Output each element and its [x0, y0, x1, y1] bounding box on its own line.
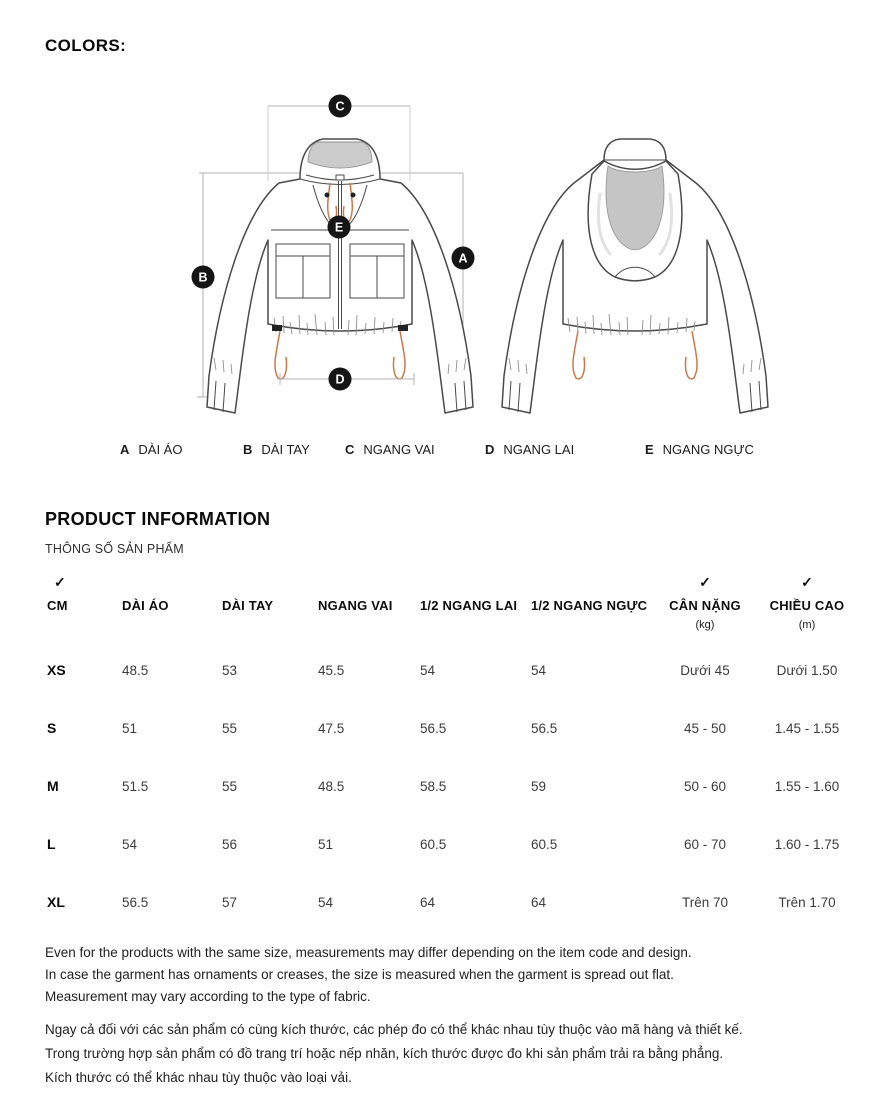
check-icon: ✓	[54, 574, 66, 590]
size-row-l	[47, 815, 859, 873]
marker-B	[192, 266, 215, 289]
value-ngang-nguc: 60.5	[531, 836, 558, 852]
value-chieu-cao: Dưới 1.50	[776, 662, 838, 678]
note-line: Measurement may vary according to the type of fabric.	[45, 989, 371, 1004]
value-dai-tay: 53	[222, 662, 238, 678]
legend-item-d	[485, 442, 574, 457]
header-ngang-vai: NGANG VAI	[318, 598, 393, 613]
product-information-subtitle: THÔNG SỐ SẢN PHẨM	[45, 542, 184, 556]
value-ngang-vai: 45.5	[318, 662, 345, 678]
value-dai-tay: 55	[222, 778, 238, 794]
value-can-nang: 50 - 60	[683, 778, 727, 794]
value-dai-tay: 55	[222, 720, 238, 736]
size-label: M	[47, 778, 59, 794]
size-row-xs	[47, 641, 859, 699]
marker-A	[452, 247, 475, 270]
legend-key: B	[243, 442, 253, 457]
legend-item-a	[120, 442, 182, 457]
jacket-back-view	[502, 139, 768, 413]
value-dai-ao: 48.5	[122, 662, 149, 678]
notes-english	[45, 942, 835, 1008]
value-dai-ao: 51.5	[122, 778, 149, 794]
value-ngang-lai: 54	[420, 662, 436, 678]
value-dai-tay: 57	[222, 894, 238, 910]
legend-label: DÀI TAY	[261, 442, 310, 457]
legend-item-e	[645, 442, 754, 457]
value-ngang-nguc: 56.5	[531, 720, 558, 736]
legend-item-b	[243, 442, 310, 457]
check-icon: ✓	[699, 574, 711, 590]
svg-text:D: D	[335, 372, 345, 387]
value-dai-tay: 56	[222, 836, 238, 852]
legend-label: DÀI ÁO	[138, 442, 183, 457]
value-can-nang: 45 - 50	[683, 720, 727, 736]
legend-key: A	[120, 442, 130, 457]
colors-heading: COLORS:	[45, 36, 127, 55]
size-row-m	[47, 757, 859, 815]
marker-D	[329, 368, 352, 391]
value-chieu-cao: 1.45 - 1.55	[774, 720, 840, 736]
value-chieu-cao: 1.55 - 1.60	[774, 778, 840, 794]
value-ngang-vai: 48.5	[318, 778, 345, 794]
size-label: S	[47, 720, 57, 736]
value-ngang-nguc: 54	[531, 662, 547, 678]
svg-text:A: A	[458, 251, 468, 266]
notes-vietnamese	[45, 1018, 835, 1090]
marker-C	[329, 95, 352, 118]
value-ngang-lai: 60.5	[420, 836, 447, 852]
value-dai-ao: 56.5	[122, 894, 149, 910]
header-cm: ✓ CM	[47, 574, 122, 635]
size-table	[47, 574, 859, 931]
back-drawstrings	[573, 331, 697, 379]
value-ngang-vai: 54	[318, 894, 334, 910]
jacket-measurement-diagram	[180, 82, 800, 430]
size-row-s	[47, 699, 859, 757]
header-ngang-nguc: 1/2 NGANG NGỰC	[531, 598, 648, 613]
svg-text:C: C	[335, 99, 345, 114]
note-line: Ngay cả đối với các sản phẩm có cùng kích thước, các phép đo có thể khác nhau tùy thuộc vào mã hàng và thiết kế.	[45, 1022, 743, 1037]
size-row-xl	[47, 873, 859, 931]
marker-E	[328, 216, 351, 239]
value-chieu-cao: Trên 1.70	[778, 894, 836, 910]
legend-item-c	[345, 442, 435, 457]
value-ngang-lai: 58.5	[420, 778, 447, 794]
note-line: Kích thước có thể khác nhau tùy thuộc vào loại vải.	[45, 1070, 352, 1085]
header-chieu-cao: ✓ CHIỀU CAO (m)	[755, 574, 859, 635]
size-label: L	[47, 836, 56, 852]
value-chieu-cao: 1.60 - 1.75	[774, 836, 840, 852]
size-label: XS	[47, 662, 66, 678]
header-dai-tay: DÀI TAY	[222, 598, 274, 613]
note-line: Trong trường hợp sản phẩm có đồ trang trí hoặc nếp nhăn, kích thước được đo khi sản phẩm trải ra bằng phẳng.	[45, 1046, 724, 1061]
legend-label: NGANG LAI	[503, 442, 575, 457]
legend-key: E	[645, 442, 654, 457]
value-ngang-lai: 64	[420, 894, 436, 910]
value-ngang-nguc: 64	[531, 894, 547, 910]
size-table-body	[47, 641, 859, 931]
size-table-header	[47, 574, 859, 635]
legend-key: C	[345, 442, 355, 457]
value-ngang-vai: 47.5	[318, 720, 345, 736]
value-can-nang: Dưới 45	[680, 662, 730, 678]
svg-text:E: E	[334, 220, 344, 235]
header-ngang-lai: 1/2 NGANG LAI	[420, 598, 518, 613]
legend-label: NGANG NGỰC	[662, 442, 754, 457]
legend-label: NGANG VAI	[363, 442, 435, 457]
value-dai-ao: 54	[122, 836, 138, 852]
header-dai-ao: DÀI ÁO	[122, 598, 169, 613]
value-can-nang: Trên 70	[681, 894, 729, 910]
svg-text:B: B	[198, 270, 208, 285]
value-dai-ao: 51	[122, 720, 138, 736]
legend-key: D	[485, 442, 495, 457]
product-information-title: PRODUCT INFORMATION	[45, 509, 271, 529]
note-line: In case the garment has ornaments or creases, the size is measured when the garment is spread out flat.	[45, 967, 674, 982]
value-can-nang: 60 - 70	[683, 836, 727, 852]
value-ngang-lai: 56.5	[420, 720, 447, 736]
check-icon: ✓	[801, 574, 813, 590]
size-label: XL	[47, 894, 65, 910]
note-line: Even for the products with the same size, measurements may differ depending on the item code and design.	[45, 945, 692, 960]
header-can-nang: ✓ CÂN NẶNG (kg)	[655, 574, 755, 635]
measure-legend	[0, 442, 883, 462]
value-ngang-nguc: 59	[531, 778, 547, 794]
value-ngang-vai: 51	[318, 836, 334, 852]
